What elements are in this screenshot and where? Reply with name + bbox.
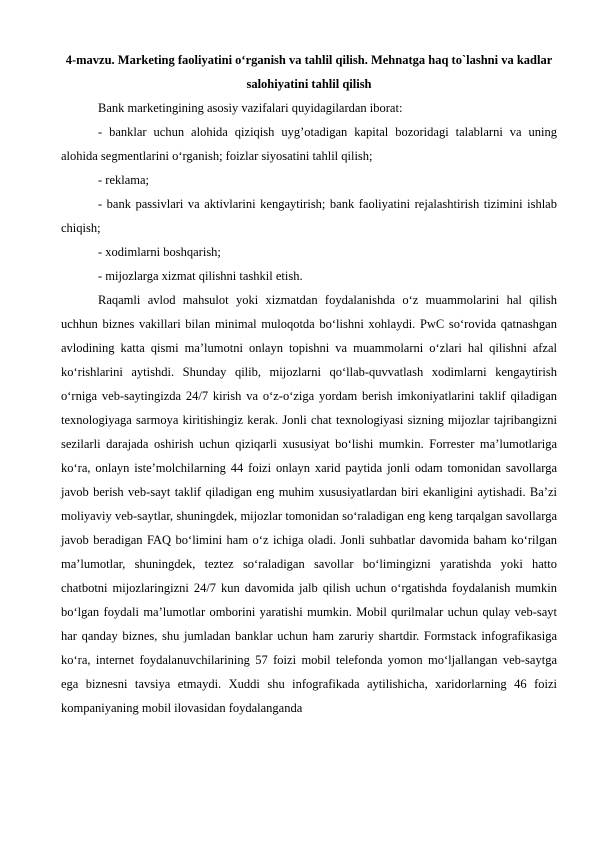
list-item: - banklar uchun alohida qiziqish uyg’otadigan kapital bozoridagi talablarni va uning alohida segmentlarini o‘rganish; foizlar siyosatini tahlil qilish;	[61, 125, 557, 163]
intro-paragraph: Bank marketingining asosiy vazifalari quyidagilardan iborat:	[98, 101, 403, 115]
page-title: 4-mavzu. Marketing faoliyatini o‘rganish va tahlil qilish. Mehnatga haq to`lashni va kadlar salohiyatini tahlil qilish	[65, 53, 553, 91]
list-item: - bank passivlari va aktivlarini kengaytirish; bank faoliyatini rejalashtirish tizimini ishlab chiqish;	[61, 197, 557, 235]
list-item: - xodimlarni boshqarish;	[98, 245, 221, 259]
list-item: - mijozlarga xizmat qilishni tashkil etish.	[98, 269, 303, 283]
body-paragraph: Raqamli avlod mahsulot yoki xizmatdan foydalanishda o‘z muammolarini hal qilish uchhun biznes vakillari bilan minimal muloqotda bo‘lishni xohlaydi. PwC so‘rovida qatnashgan avlodining katta qismi ma’lumotni onlayn topishni va muammolarni o‘zlari hal qilishni afzal ko‘rishlarini aytishdi. Shunday qilib, mijozlarni qo‘llab-quvvatlash xodimlarni kengaytirish o‘rniga veb-saytingizda 24/7 kirish va o‘z-o‘ziga yordam berish imkoniyatlarini taklif qiladigan texnologiyaga sarmoya kiritishingiz kerak. Jonli chat texnologiyasi sizning mijozlar tajribangizni sezilarli darajada oshirish uchun qiziqarli xususiyat bo‘lishi mumkin. Forrester ma’lumotlariga ko‘ra, onlayn iste’molchilarning 44 foizi onlayn xarid paytida jonli odam tomonidan savollarga javob berish veb-sayt taklif qiladigan eng muhim xususiyatlardan biri ekanligini aytishadi. Ba’zi moliyaviy veb-saytlar, shuningdek, mijozlar tomonidan so‘raladigan eng keng tarqalgan savollarga javob beradigan FAQ bo‘limini ham o‘z ichiga oladi. Jonli suhbatlar davomida baham ko‘rilgan ma’lumotlar, shuningdek, teztez so‘raladigan savollar bo‘limingizni yaratishda yoki hatto chatbotni mijozlaringizni 24/7 kun davomida jalb qilish uchun o‘rgatishda foydalanish mumkin bo‘lgan foydali ma’lumotlar omborini yaratishi mumkin. Mobil qurilmalar uchun qulay veb-sayt har qanday biznes, shu jumladan banklar uchun ham zaruriy shartdir. Formstack infografikasiga ko‘ra, internet foydalanuvchilarining 57 foizi mobil telefonda yomon mo‘ljallangan veb-saytga ega biznesni tavsiya etmaydi. Xuddi shu infografikada aytilishicha, xaridorlarning 46 foizi kompaniyaning mobil ilovasidan foydalanganda	[61, 293, 557, 715]
list-item: - reklama;	[98, 173, 150, 187]
